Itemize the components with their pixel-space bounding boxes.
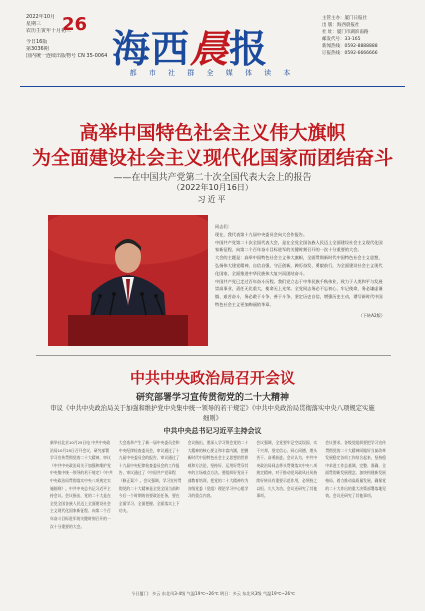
date-line: 第3036期 [26, 46, 49, 52]
logo-text-blue-2: 报 [229, 26, 269, 71]
continue-note: （下转A2版） [358, 312, 385, 318]
second-description: 审议《中共中央政治局关于加强和维护党中央集中统一领导的若干规定》《中共中央政治局贯彻落实中央八项规定实施细则》 [50, 405, 375, 422]
preface-paragraph: 同志们： [215, 224, 232, 229]
slogan: 都 市 社 群 全 媒 体 读 本 [129, 69, 296, 77]
article-column: 会议强调，全党要牢记空谈误国、实干兴邦，坚定信心、同心同德，埋头苦干、奋勇前进。会议认为，中共中央政治局同志带头贯彻落实中央八项规定精神，对于推动党风政风社风持续好转具有重要示范作用，必须持之以恒、久久为功。会议还研究了其他事项。 [256, 440, 318, 499]
masthead-divider [20, 86, 405, 87]
publisher-line: 邮发代号：33-165 [322, 37, 361, 42]
preface-paragraph: 中国共产党已走过百年奋斗历程。我们党立志于中华民族千秋伟业，致力于人类和平与发展崇高事业，责任无比重大，使命无上光荣。全党同志务必不忘初心、牢记使命，务必谦虚谨慎、艰苦奋斗，务必敢于斗争、善于斗争，坚定历史自信，增强历史主动，谱写新时代中国特色社会主义更加绚丽的华章。 [215, 278, 383, 307]
logo-text-blue: 海西 [112, 26, 191, 71]
preface-text [215, 223, 385, 320]
publisher-line: 社 址：厦门市湖滨南路 [322, 30, 369, 35]
logo-text-red: 晨 [190, 26, 230, 71]
lead-headline-line-2: 为全面建设社会主义现代化国家而团结奋斗 [31, 147, 393, 169]
publisher-line: 订报热线：0592-6666666 [322, 51, 378, 56]
second-bold-line: 中共中央总书记习近平主持会议 [163, 427, 262, 435]
lead-subtitle: ——在中国共产党第二十次全国代表大会上的报告 [113, 173, 312, 183]
newspaper-logo [112, 18, 268, 73]
publisher-line: 出 版：海西晨报社 [322, 23, 360, 28]
article-column: 大会选举产生了新一届中央委员会和中央纪律检查委员会，审议通过了十九届中央委员会的报告，审议通过了十九届中央纪律检查委员会的工作报告，审议通过了《中国共产党章程（修正案）》。会议强调，学习宣传贯彻党的二十大精神是全党全国当前和今后一个时期的首要政治任务，要在全面学习、全面把握、全面落实上下功夫。 [118, 440, 182, 514]
weather-bar: 今日厦门：多云 东北风3-4级 气温19℃~26℃ 明日：多云 东北风3级 气温19℃~26℃ [131, 591, 295, 596]
second-headline: 中共中央政治局召开会议 [129, 369, 295, 387]
article-column: 新华社北京10月25日电 中共中央政治局10月25日召开会议，研究部署学习宣传贯彻党的二十大精神，审议《中共中央政治局关于加强和维护党中央集中统一领导的若干规定》《中共中央政治局贯彻落实中央八项规定实施细则》。中共中央总书记习近平主持会议。会议指出，党的二十大是在全党全国各族人民迈上全面建设社会主义现代化国家新征程、向第二个百年奋斗目标进军的关键时刻召开的一次十分重要的大会。 [50, 440, 113, 529]
date-line: 今日16版 [26, 39, 48, 45]
date-line: 星期三 [26, 21, 42, 27]
lead-headline-line-1: 高举中国特色社会主义伟大旗帜 [79, 122, 346, 144]
publisher-info [322, 15, 408, 57]
masthead [0, 0, 425, 92]
publisher-line: 新闻热线：0592-8888888 [322, 44, 378, 49]
lead-author: 习近平 [197, 195, 228, 204]
article-columns [50, 439, 388, 589]
speaker-photo [48, 215, 208, 346]
preface-paragraph: 现在，我代表第十九届中央委员会向大会作报告。 [215, 231, 308, 237]
article-column: 会议指出，要深入学习领会党的二十大精神的核心要义和丰富内涵，把握新时代中国特色社会主义思想的世界观和方法论，坚持好、运用好贯穿其中的立场观点方法。要组织好党员干部教育培训，把党的二十大精神作为各级党委（党组）理论学习中心组学习的重点内容。 [187, 440, 249, 499]
day-number: 26 [62, 14, 88, 35]
article-column: 会议要求，各级党组织要把学习宣传贯彻党的二十大精神同做好当前改革发展稳定各项工作结合起来，坚持稳中求进工作总基调，完整、准确、全面贯彻新发展理念，加快构建新发展格局，着力推动高质量发展，确保党的二十大作出的重大决策部署落地见效。会议还研究了其他事项。 [325, 440, 386, 499]
preface-paragraph: 大会的主题是：高举中国特色社会主义伟大旗帜，全面贯彻新时代中国特色社会主义思想，弘扬伟大建党精神，自信自强、守正创新，踔厉奋发、勇毅前行，为全面建设社会主义现代化国家、全面推进中华民族伟大复兴而团结奋斗。 [215, 255, 383, 276]
date-line: 农历壬寅年十月初三 [26, 28, 72, 34]
preface-paragraph: 中国共产党第二十次全国代表大会，是在全党全国各族人民迈上全面建设社会主义现代化国家新征程、向第二个百年奋斗目标进军的关键时刻召开的一次十分重要的大会。 [215, 239, 383, 253]
date-line: 2022年10月 [26, 14, 56, 20]
publisher-line: 主管主办：厦门日报社 [322, 16, 367, 21]
second-subheadline: 研究部署学习宣传贯彻党的二十大精神 [135, 393, 289, 403]
date-line: 国内统一连续出版物号 CN 35-0064 [26, 53, 108, 59]
lead-date: （2022年10月16日） [172, 183, 253, 192]
section-divider [36, 355, 391, 356]
